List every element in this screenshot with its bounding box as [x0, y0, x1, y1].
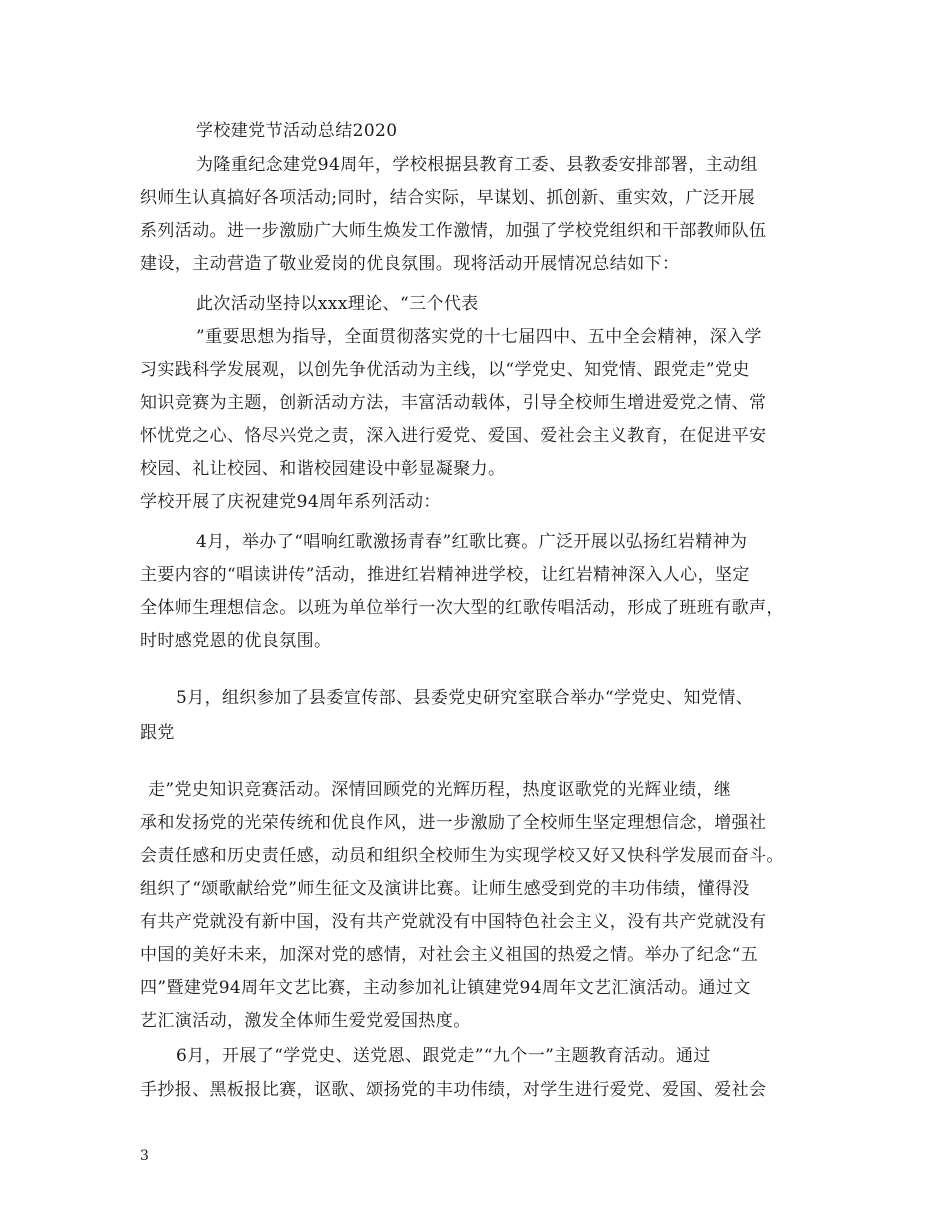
- document-title: 学校建党节活动总结2020: [196, 121, 398, 141]
- text-line: 此次活动坚持以xxx理论、“三个代表: [196, 294, 479, 314]
- text-line: 全体师生理想信念。以班为单位举行一次大型的红歌传唱活动，形成了班班有歌声，: [140, 598, 784, 618]
- text-line: 4月，举办了“唱响红歌激扬青春”红歌比赛。广泛开展以弘扬红岩精神为: [196, 532, 748, 552]
- text-line: 手抄报、黑板报比赛，讴歌、颂扬党的丰功伟绩，对学生进行爱党、爱国、爱社会: [140, 1080, 767, 1100]
- text-line: 组织了“颂歌献给党”师生征文及演讲比赛。让师生感受到党的丰功伟绩，懂得没: [140, 879, 750, 899]
- text-line: 承和发扬党的光荣传统和优良作风，进一步激励了全校师生坚定理想信念，增强社: [140, 813, 767, 833]
- text-line: 习实践科学发展观，以创先争优活动为主线，以“学党史、知党情、跟党走”党史: [140, 360, 750, 380]
- text-line: 怀忧党之心、恪尽兴党之责，深入进行爱党、爱国、爱社会主义教育，在促进平安: [140, 426, 767, 446]
- text-line: 织师生认真搞好各项活动;同时，结合实际，早谋划、抓创新、重实效，广泛开展: [140, 188, 756, 208]
- text-line: 5月，组织参加了县委宣传部、县委党史研究室联合举办“学党史、知党情、: [176, 688, 754, 708]
- text-line: 建设，主动营造了敬业爱岗的优良氛围。现将活动开展情况总结如下：: [140, 254, 680, 274]
- text-line: 知识竞赛为主题，创新活动方法，丰富活动载体，引导全校师生增进爱党之情、常: [140, 393, 767, 413]
- text-line: 走”党史知识竞赛活动。深情回顾党的光辉历程，热度讴歌党的光辉业绩，继: [148, 780, 732, 800]
- text-line: 四”暨建党94周年文艺比赛，主动参加礼让镇建党94周年文艺汇演活动。通过文: [140, 978, 751, 998]
- text-line: 为隆重纪念建党94周年，学校根据县教育工委、县教委安排部署，主动组: [196, 155, 758, 175]
- text-line: 6月，开展了“学党史、送党恩、跟党走”“九个一”主题教育活动。通过: [176, 1046, 711, 1066]
- text-line: 时时感党恩的优良氛围。: [140, 631, 332, 651]
- text-line: ”重要思想为指导，全面贯彻落实党的十七届四中、五中全会精神，深入学: [196, 327, 762, 347]
- text-line: 会责任感和历史责任感，动员和组织全校师生为实现学校又好又快科学发展而奋斗。: [140, 846, 784, 866]
- text-line: 系列活动。进一步激励广大师生焕发工作激情，加强了学校党组织和干部教师队伍: [140, 221, 767, 241]
- text-line: 主要内容的“唱读讲传”活动，推进红岩精神进学校，让红岩精神深入人心，坚定: [140, 565, 750, 585]
- text-line: 中国的美好未来，加深对党的感情，对社会主义祖国的热爱之情。举办了纪念“五: [140, 945, 759, 965]
- text-line: 校园、礼让校园、和谐校园建设中彰显凝聚力。: [140, 459, 506, 479]
- text-line: 学校开展了庆祝建党94周年系列活动：: [140, 492, 441, 512]
- text-line: 艺汇演活动，激发全体师生爱党爱国热度。: [140, 1011, 471, 1031]
- page-number: 3: [140, 1148, 149, 1164]
- text-line: 跟党: [140, 723, 175, 743]
- text-line: 有共产党就没有新中国，没有共产党就没有中国特色社会主义，没有共产党就没有: [140, 912, 767, 932]
